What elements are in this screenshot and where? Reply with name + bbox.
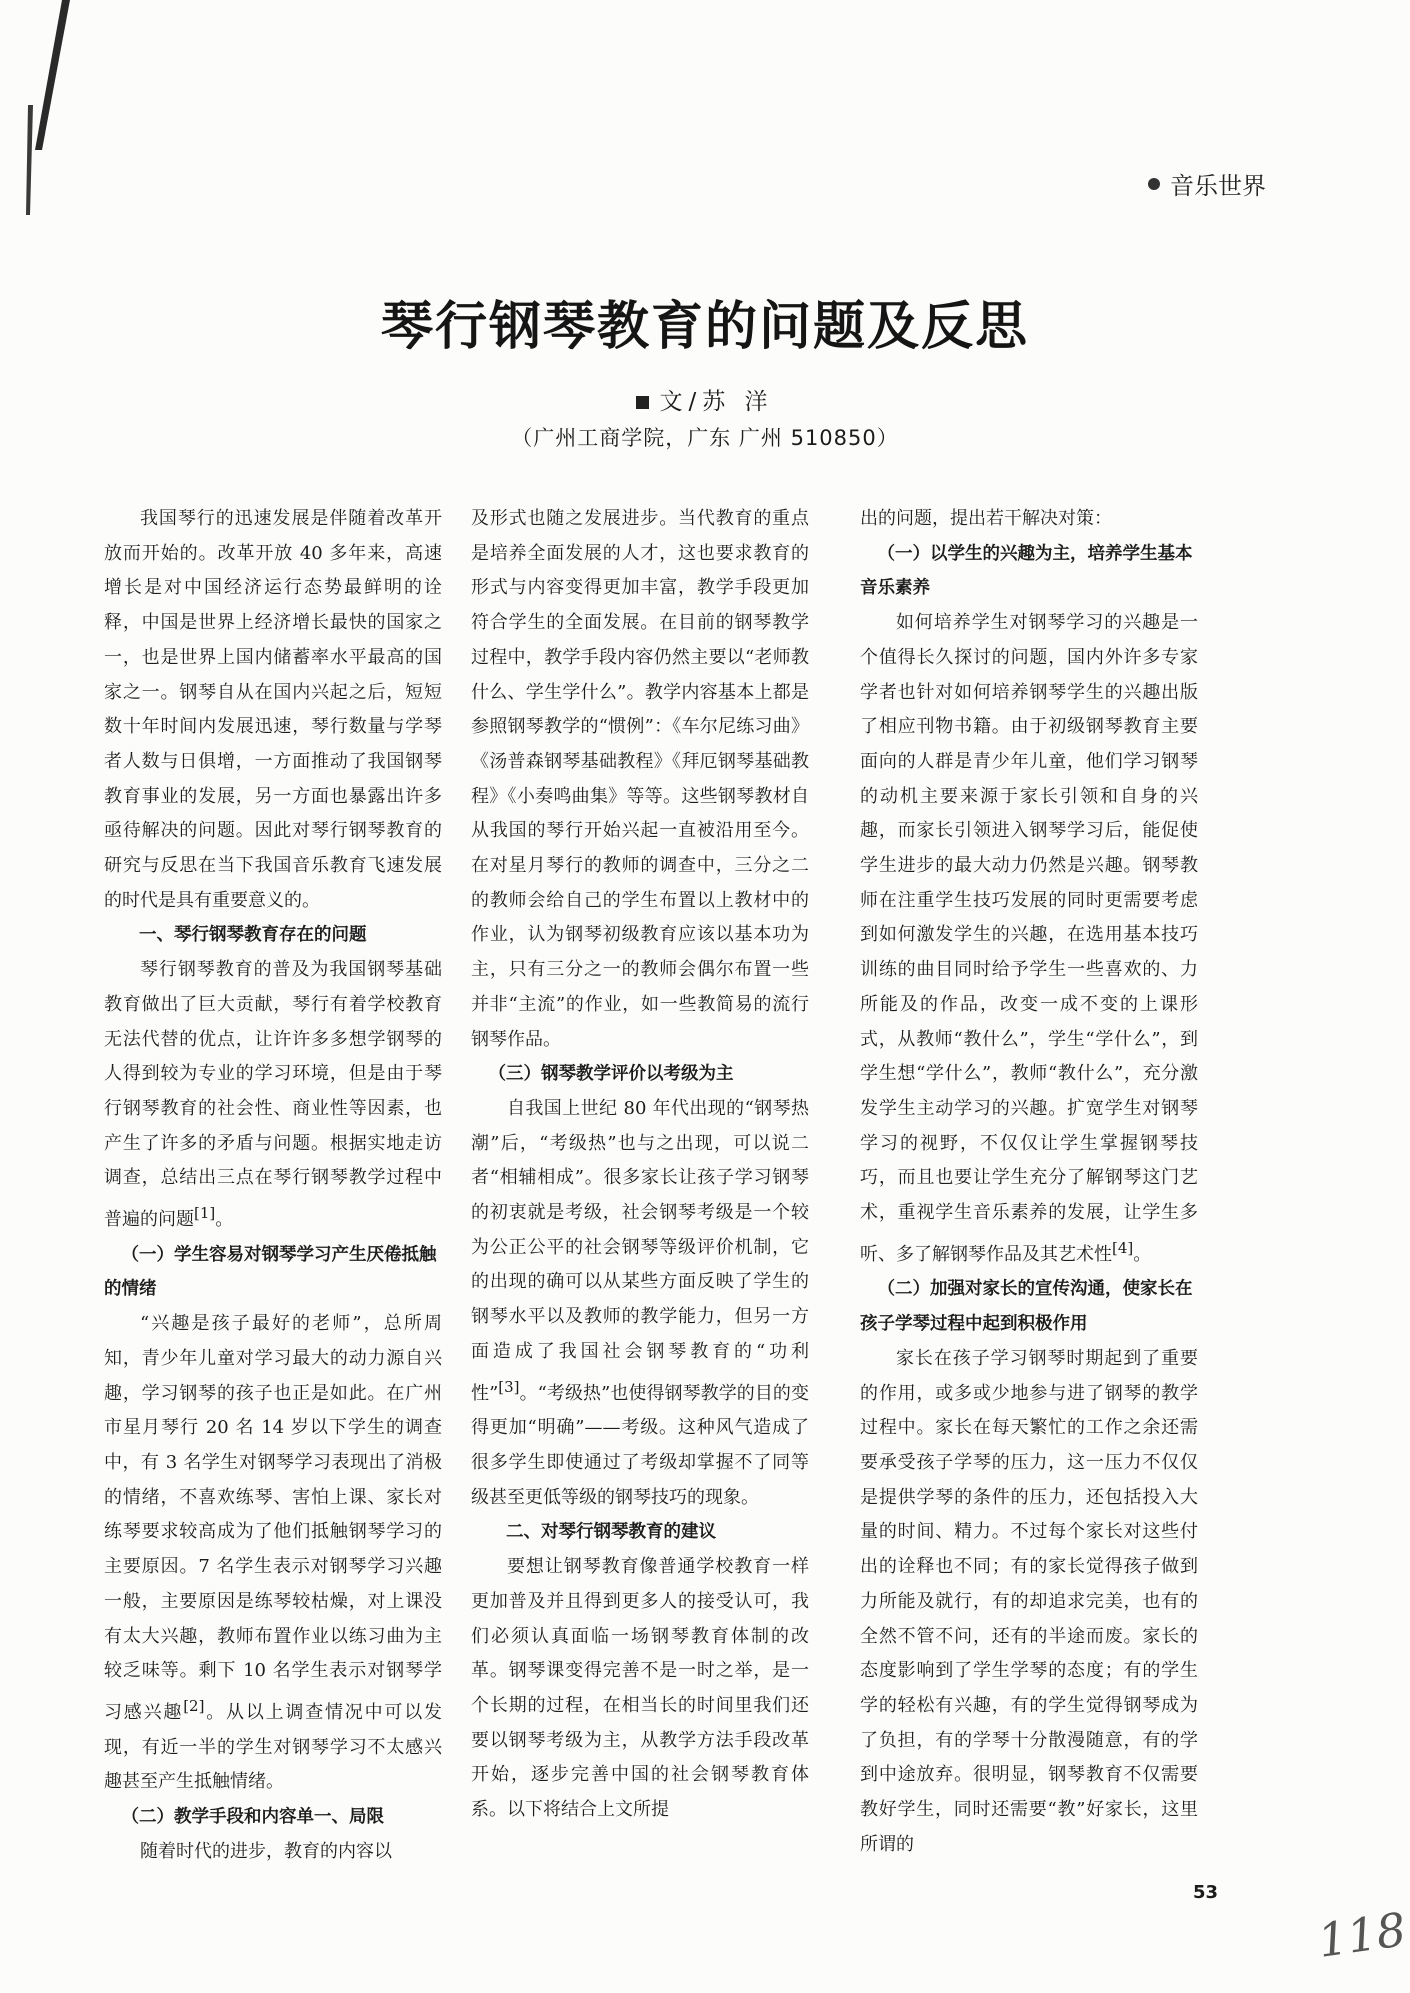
paragraph-text: 如何培养学生对钢琴学习的兴趣是一个值得长久探讨的问题，国内外许多专家学者也针对如何培养钢琴学生的兴趣出版了相应刊物书籍。由于初级钢琴教育主要面向的人群是青少年儿童，他们学习钢琴的动机主要来源于家长引领和自身的兴趣，而家长引领进入钢琴学习后，能促使学生进步的最大动力仍然是兴趣。钢琴教师在注重学生技巧发展的同时更需要考虑到如何激发学生的兴趣，在选用基本技巧训练的曲目同时给予学生一些喜欢的、力所能及的作品，改变一成不变的上课形式，从教师“教什么”，学生“学什么”，到学生想“学什么”，教师“教什么”，充分激发学生主动学习的兴趣。扩宽学生对钢琴学习的视野，不仅仅让学生掌握钢琴技巧，而且也要让学生充分了解钢琴这门艺术，重视学生音乐素养的发展，让学生多听、多了解钢琴作品及其艺术性	[860, 612, 1198, 1265]
paragraph	[471, 1092, 809, 1515]
paragraph: 要想让钢琴教育像普通学校教育一样更加普及并且得到更多人的接受认可，我们必须认真面临一场钢琴教育体制的改革。钢琴课变得完善不是一时之举，是一个长期的过程，在相当长的时间里我们还要以钢琴考级为主，从教学方法手段改革开始，逐步完善中国的社会钢琴教育体系。以下将结合上文所提	[471, 1556, 809, 1821]
paragraph-text: 琴行钢琴教育的普及为我国钢琴基础教育做出了巨大贡献，琴行有着学校教育无法代替的优点，让许许多多想学钢琴的人得到较为专业的学习环境，但是由于琴行钢琴教育的社会性、商业性等因素，也产生了许多的矛盾与问题。根据实地走访调查，总结出三点在琴行钢琴教学过程中普遍的问题	[104, 959, 442, 1231]
byline	[0, 383, 1410, 416]
section-tag-label: 音乐世界	[1170, 172, 1266, 200]
paragraph	[104, 1307, 442, 1800]
section-tag	[1148, 166, 1266, 201]
paragraph-text: “兴趣是孩子最好的老师”，总所周知，青少年儿童对学习最大的动力源自兴趣，学习钢琴的孩子也正是如此。在广州市星月琴行 20 名 14 岁以下学生的调查中，有 3 名学生对钢琴学习表现出了消极的情绪，不喜欢练琴、害怕上课、家长对练琴要求较高成为了他们抵触钢琴学习的主要原因。7 名学生表示对钢琴学习兴趣一般，主要原因是练琴较枯燥，对上课没有太大兴趣，教师布置作业以练习曲为主较乏味等。剩下 10 名学生表示对钢琴学习感兴趣	[104, 1313, 442, 1723]
citation-ref: [1]	[194, 1204, 216, 1223]
citation-ref: [3]	[498, 1377, 520, 1396]
subsection-heading: （一）学生容易对钢琴学习产生厌倦抵触的情绪	[104, 1244, 437, 1300]
column-1	[104, 502, 442, 1869]
citation-ref: [2]	[183, 1696, 205, 1715]
square-bullet-icon	[636, 396, 649, 409]
subsection-heading: （二）教学手段和内容单一、局限	[121, 1807, 384, 1828]
citation-ref: [4]	[1112, 1238, 1134, 1257]
paragraph: 家长在孩子学习钢琴时期起到了重要的作用，或多或少地参与进了钢琴的教学过程中。家长在每天繁忙的工作之余还需要承受孩子学琴的压力，这一压力不仅仅是提供学琴的条件的压力，还包括投入大量的时间、精力。不过每个家长对这些付出的诠释也不同；有的家长觉得孩子做到力所能及就行，有的却追求完美，也有的全然不管不问，还有的半途而废。家长的态度影响到了学生学琴的态度；有的学生学的轻松有兴趣，有的学生觉得钢琴成为了负担，有的学琴十分散漫随意，有的学到中途放弃。很明显，钢琴教育不仅需要教好学生，同时还需要“教”好家长，这里所谓的	[860, 1347, 1198, 1855]
paragraph-text: 。	[215, 1209, 234, 1231]
paragraph-text: 自我国上世纪 80 年代出现的“钢琴热潮”后，“考级热”也与之出现，可以说二者“相辅相成”。很多家长让孩子学习钢琴的初衷就是考级，社会钢琴考级是一个较为公正公平的社会钢琴等级评价机制，它的出现的确可以从某些方面反映了学生的钢琴水平以及教师的教学能力，但另一方面造成了我国社会钢琴教育的“功利性”	[471, 1097, 809, 1404]
page-number: 53	[1193, 1882, 1219, 1903]
paragraph-text: 。从以上调查情况中可以发现，有近一半的学生对钢琴学习不太感兴趣甚至产生抵触情绪。	[104, 1701, 442, 1793]
handwritten-annotation: 118	[1314, 1902, 1410, 1968]
section-heading: 二、对琴行钢琴教育的建议	[506, 1522, 716, 1543]
bullet-dot-icon	[1148, 178, 1160, 190]
subsection-heading: （二）加强对家长的宣传沟通，使家长在孩子学琴过程中起到积极作用	[860, 1279, 1193, 1335]
paragraph	[104, 953, 442, 1238]
subsection-heading: （三）钢琴教学评价以考级为主	[488, 1064, 734, 1085]
paragraph: 出的问题，提出若干解决对策：	[860, 508, 1112, 529]
paragraph: 及形式也随之发展进步。当代教育的重点是培养全面发展的人才，这也要求教育的形式与内容变得更加丰富，教学手段更加符合学生的全面发展。在目前的钢琴教学过程中，教学手段内容仍然主要以“老师教什么、学生学什么”。教学内容基本上都是参照钢琴教学的“惯例”：《车尔尼练习曲》《汤普森钢琴基础教程》《拜厄钢琴基础教程》《小奏鸣曲集》等等。这些钢琴教材自从我国的琴行开始兴起一直被沿用至今。在对星月琴行的教师的调查中，三分之二的教师会给自己的学生布置以上教材中的作业，认为钢琴初级教育应该以基本功为主，只有三分之一的教师会偶尔布置一些并非“主流”的作业，如一些教简易的流行钢琴作品。	[471, 508, 809, 1050]
column-2	[471, 502, 809, 1828]
subsection-heading: （一）以学生的兴趣为主，培养学生基本音乐素养	[860, 543, 1193, 599]
column-3	[860, 502, 1198, 1862]
section-heading: 一、琴行钢琴教育存在的问题	[139, 925, 367, 946]
affiliation: （广州工商学院，广东 广州 510850）	[511, 426, 899, 450]
corner-scan-mark	[0, 0, 90, 220]
byline-text: 文/苏 洋	[659, 389, 774, 415]
paragraph: 我国琴行的迅速发展是伴随着改革开放而开始的。改革开放 40 多年来，高速增长是对中国经济运行态势最鲜明的诠释，中国是世界上经济增长最快的国家之一，也是世界上国内储蓄率水平最高的国家之一。钢琴自从在国内兴起之后，短短数十年时间内发展迅速，琴行数量与学琴者人数与日俱增，一方面推动了我国钢琴教育事业的发展，另一方面也暴露出许多亟待解决的问题。因此对琴行钢琴教育的研究与反思在当下我国音乐教育飞速发展的时代是具有重要意义的。	[104, 508, 442, 911]
paragraph-text: 。“考级热”也使得钢琴教学的目的变得更加“明确”——考级。这种风气造成了很多学生即使通过了考级却掌握不了同等级甚至更低等级的钢琴技巧的现象。	[471, 1382, 809, 1508]
article-title: 琴行钢琴教育的问题及反思	[380, 297, 1029, 357]
paragraph	[860, 606, 1198, 1272]
paragraph: 随着时代的进步，教育的内容以	[140, 1840, 392, 1862]
paragraph-text: 。	[1133, 1243, 1152, 1265]
